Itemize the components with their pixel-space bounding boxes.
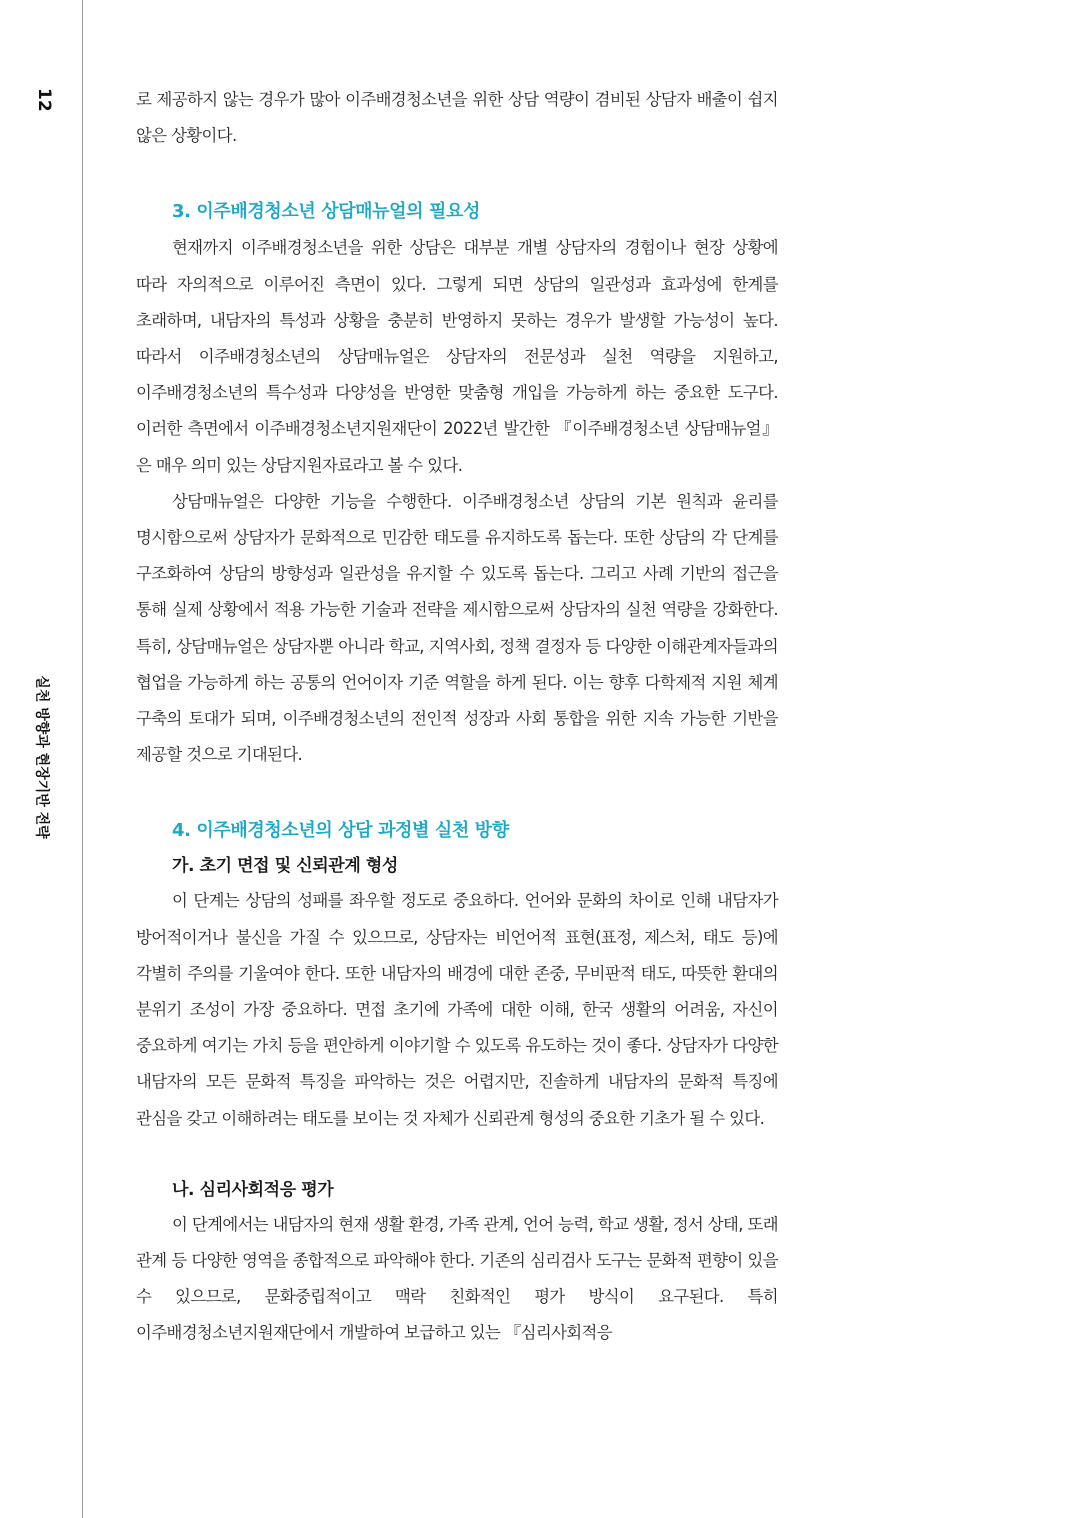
running-title: [8, 675, 78, 839]
page-number: 12: [34, 88, 54, 112]
intro-paragraph: 로 제공하지 않는 경우가 많아 이주배경청소년을 위한 상담 역량이 겸비된 상담자 배출이 쉽지 않은 상황이다.: [136, 90, 778, 146]
section-3-paragraph-1: 현재까지 이주배경청소년을 위한 상담은 대부분 개별 상담자의 경험이나 현장 상황에 따라 자의적으로 이루어진 측면이 있다. 그렇게 되면 상담의 일관성과 효과성에 한계를 초래하며, 내담자의 특성과 상황을 충분히 반영하지 못하는 경우가 발생할 가능성이 높다. 따라서 이주배경청소년의 상담매뉴얼은 상담자의 전문성과 실천 역량을 지원하고, 이주배경청소년의 특수성과 다양성을 반영한 맞춤형 개입을 가능하게 하는 중요한 도구다. 이러한 측면에서 이주배경청소년지원재단이 2022년 발간한 『이주배경청소년 상담매뉴얼』은 매우 의미 있는 상담지원자료라고 볼 수 있다.: [136, 238, 778, 475]
spacer: [136, 154, 778, 194]
subsection-a-heading: 가. 초기 면접 및 신뢰관계 형성: [172, 856, 398, 877]
running-title-text: 실천 방향과 현장기반 전략: [34, 675, 51, 839]
section-3-paragraph-2: 상담매뉴얼은 다양한 기능을 수행한다. 이주배경청소년 상담의 기본 원칙과 윤리를 명시함으로써 상담자가 문화적으로 민감한 태도를 유지하도록 돕는다. 또한 상담의 각 단계를 구조화하여 상담의 방향성과 일관성을 유지할 수 있도록 돕는다. 그리고 사례 기반의 접근을 통해 실제 상황에서 적용 가능한 기술과 전략을 제시함으로써 상담자의 실천 역량을 강화한다. 특히, 상담매뉴얼은 상담자뿐 아니라 학교, 지역사회, 정책 결정자 등 다양한 이해관계자들과의 협업을 가능하게 하는 공통의 언어이자 기준 역할을 하게 된다. 이는 향후 다학제적 지원 체계 구축의 토대가 되며, 이주배경청소년의 전인적 성장과 사회 통합을 위한 지속 가능한 기반을 제공할 것으로 기대된다.: [136, 491, 778, 765]
subsection-b-heading: 나. 심리사회적응 평가: [172, 1179, 334, 1200]
section-3-heading: 3. 이주배경청소년 상담매뉴얼의 필요성: [172, 201, 480, 223]
margin-divider-line: [82, 0, 83, 1518]
spacer: [136, 1137, 778, 1173]
subsection-b-paragraph: 이 단계에서는 내담자의 현재 생활 환경, 가족 관계, 언어 능력, 학교 생활, 정서 상태, 또래 관계 등 다양한 영역을 종합적으로 파악해야 한다. 기존의 심리검사 도구는 문화적 편향이 있을 수 있으므로, 문화중립적이고 맥락 친화적인 평가 방식이 요구된다. 특히 이주배경청소년지원재단에서 개발하여 보급하고 있는 『심리사회적응: [136, 1214, 778, 1343]
main-content: [136, 82, 778, 1352]
spacer: [136, 773, 778, 813]
subsection-a-paragraph: 이 단계는 상담의 성패를 좌우할 정도로 중요하다. 언어와 문화의 차이로 인해 내담자가 방어적이거나 불신을 가질 수 있으므로, 상담자는 비언어적 표현(표정, 제스처, 태도 등)에 각별히 주의를 기울여야 한다. 또한 내담자의 배경에 대한 존중, 무비판적 태도, 따뜻한 환대의 분위기 조성이 가장 중요하다. 면접 초기에 가족에 대한 이해, 한국 생활의 어려움, 자신이 중요하게 여기는 가치 등을 편안하게 이야기할 수 있도록 유도하는 것이 좋다. 상담자가 다양한 내담자의 모든 문화적 특징을 파악하는 것은 어렵지만, 진솔하게 내담자의 문화적 특징에 관심을 갖고 이해하려는 태도를 보이는 것 자체가 신뢰관계 형성의 중요한 기초가 될 수 있다.: [136, 891, 778, 1128]
section-4-heading: 4. 이주배경청소년의 상담 과정별 실천 방향: [172, 820, 509, 842]
